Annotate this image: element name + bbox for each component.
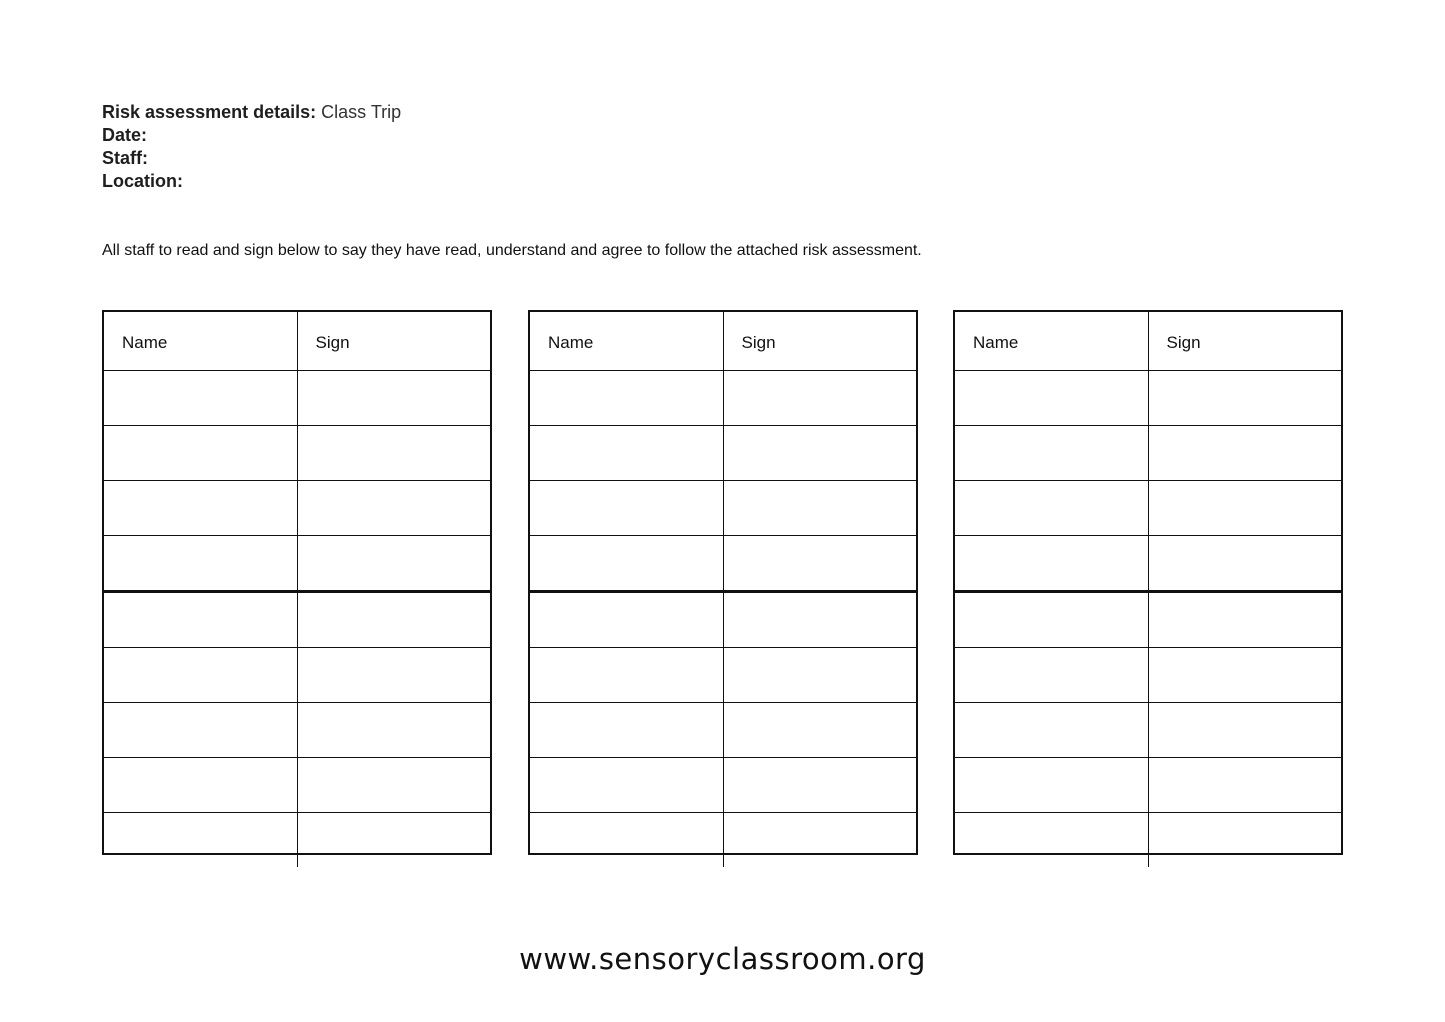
name-cell[interactable] (530, 648, 723, 703)
name-cell[interactable] (530, 426, 723, 481)
staff-row (102, 147, 401, 170)
name-column-header: Name (955, 312, 1148, 371)
name-cell[interactable] (104, 758, 297, 813)
table-row (955, 481, 1341, 536)
name-cell[interactable] (530, 481, 723, 536)
table-row (955, 703, 1341, 758)
name-column-header: Name (104, 312, 297, 371)
location-row (102, 170, 401, 193)
sign-cell[interactable] (1148, 648, 1341, 703)
table-row (530, 426, 916, 481)
name-cell[interactable] (104, 592, 297, 648)
name-cell[interactable] (955, 703, 1148, 758)
sign-cell[interactable] (297, 648, 490, 703)
table-row (955, 813, 1341, 868)
name-cell[interactable] (955, 648, 1148, 703)
sign-cell[interactable] (1148, 426, 1341, 481)
assessment-details (102, 101, 401, 193)
sign-cell[interactable] (723, 536, 916, 592)
name-cell[interactable] (530, 703, 723, 758)
table-row (104, 648, 490, 703)
sign-cell[interactable] (297, 481, 490, 536)
sign-cell[interactable] (1148, 758, 1341, 813)
name-cell[interactable] (104, 703, 297, 758)
sign-cell[interactable] (723, 426, 916, 481)
name-cell[interactable] (955, 371, 1148, 426)
table-row (530, 703, 916, 758)
table-row (104, 592, 490, 648)
risk-details-label: Risk assessment details: (102, 102, 317, 122)
sign-cell[interactable] (1148, 371, 1341, 426)
sign-column-header: Sign (1148, 312, 1341, 371)
table-row (104, 426, 490, 481)
date-row (102, 124, 401, 147)
sign-cell[interactable] (297, 426, 490, 481)
sign-column-header: Sign (297, 312, 490, 371)
table-row (955, 371, 1341, 426)
sign-cell[interactable] (1148, 703, 1341, 758)
sign-cell[interactable] (723, 648, 916, 703)
date-label: Date: (102, 125, 148, 145)
name-cell[interactable] (104, 648, 297, 703)
table-header-row (104, 312, 490, 371)
table-row (530, 371, 916, 426)
table-header-row (530, 312, 916, 371)
signoff-table-3 (953, 310, 1343, 855)
table-row (530, 648, 916, 703)
table-row (530, 481, 916, 536)
sign-cell[interactable] (723, 481, 916, 536)
name-cell[interactable] (104, 371, 297, 426)
sign-cell[interactable] (1148, 592, 1341, 648)
table-row (104, 813, 490, 868)
sign-cell[interactable] (1148, 481, 1341, 536)
sign-cell[interactable] (723, 703, 916, 758)
instruction-text: All staff to read and sign below to say they have read, understand and agree to follow the attached risk assessment. (102, 242, 922, 259)
name-cell[interactable] (530, 371, 723, 426)
name-cell[interactable] (955, 426, 1148, 481)
sign-cell[interactable] (297, 758, 490, 813)
name-cell[interactable] (955, 592, 1148, 648)
sign-cell[interactable] (297, 592, 490, 648)
sign-cell[interactable] (1148, 536, 1341, 592)
sign-cell[interactable] (723, 371, 916, 426)
table-row (530, 536, 916, 592)
signoff-table-2 (528, 310, 918, 855)
name-cell[interactable] (104, 481, 297, 536)
name-cell[interactable] (530, 592, 723, 648)
sign-cell[interactable] (297, 813, 490, 868)
name-cell[interactable] (104, 813, 297, 868)
name-cell[interactable] (104, 426, 297, 481)
sign-cell[interactable] (723, 592, 916, 648)
name-cell[interactable] (955, 481, 1148, 536)
table-row (955, 648, 1341, 703)
table-row (104, 758, 490, 813)
table-row (955, 426, 1341, 481)
sign-cell[interactable] (1148, 813, 1341, 868)
sign-cell[interactable] (723, 813, 916, 868)
sign-cell[interactable] (297, 536, 490, 592)
table-row (104, 536, 490, 592)
name-cell[interactable] (955, 536, 1148, 592)
sign-column-header: Sign (723, 312, 916, 371)
table-row (104, 371, 490, 426)
table-row (955, 536, 1341, 592)
signoff-table-1 (102, 310, 492, 855)
name-cell[interactable] (530, 536, 723, 592)
name-cell[interactable] (104, 536, 297, 592)
risk-details-row (102, 101, 401, 124)
sign-cell[interactable] (723, 758, 916, 813)
table-header-row (955, 312, 1341, 371)
name-cell[interactable] (530, 813, 723, 868)
table-row (104, 703, 490, 758)
table-row (530, 592, 916, 648)
sign-cell[interactable] (297, 371, 490, 426)
website-url: www.sensoryclassroom.org (519, 942, 926, 976)
table-row (955, 758, 1341, 813)
table-row (530, 758, 916, 813)
table-row (955, 592, 1341, 648)
name-cell[interactable] (955, 813, 1148, 868)
location-label: Location: (102, 171, 183, 191)
staff-label: Staff: (102, 148, 148, 168)
name-column-header: Name (530, 312, 723, 371)
table-row (530, 813, 916, 868)
risk-details-value[interactable]: Class Trip (321, 102, 402, 122)
table-row (104, 481, 490, 536)
name-cell[interactable] (955, 758, 1148, 813)
name-cell[interactable] (530, 758, 723, 813)
sign-cell[interactable] (297, 703, 490, 758)
